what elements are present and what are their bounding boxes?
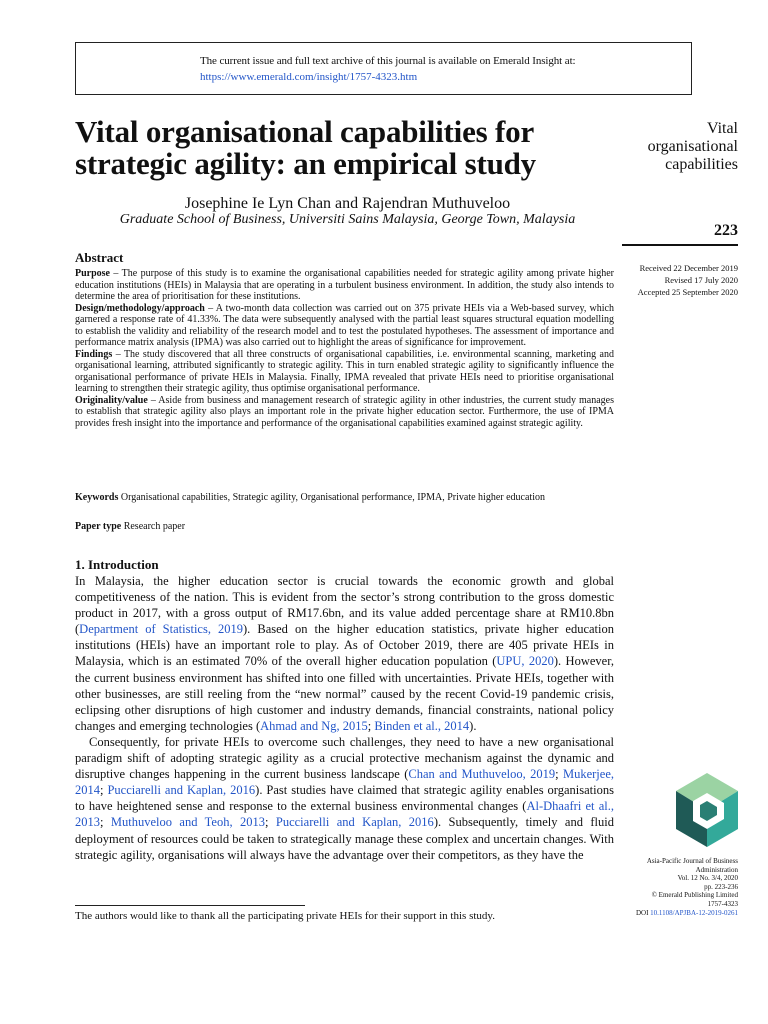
doi-link[interactable]: 10.1108/APJBA-12-2019-0261 — [650, 908, 738, 917]
citation-link[interactable]: Pucciarelli and Kaplan, 2016 — [275, 815, 434, 830]
paragraph-text: Consequently, for private HEIs to overcome such challenges, they need to have a new organisational paradigm shift of adopting strategic agility as a crucial protective mechanism against the dynamic and disruptive changes happening in the current business landscape ( — [75, 734, 614, 782]
abstract-findings — [75, 349, 614, 395]
running-title: Vital organisational capabilities — [647, 120, 738, 173]
citation-separator: ; — [367, 718, 375, 733]
journal-name-line: Asia-Pacific Journal of Business — [646, 857, 738, 865]
paragraph-text: ). However, the current business environment has shifted into one filled with uncertainties. Private HEIs, together with other businesses, are still reeling from the “new normal” caused by the recent Covid-19 pandemic crisis, eclipsing other disruptions of high customer and industry demands, financial constraints, national policy changes and emerging technologies ( — [75, 654, 614, 733]
citation-separator: ; — [100, 783, 108, 798]
journal-issn: 1757-4323 — [707, 899, 738, 908]
paragraph-text: ). Based on the higher education statistics, private higher education institutions (HEIs) have an important role to play. As of October 2019, there are 405 private HEIs in Malaysia, which is an estimated 70% of the overall higher education population ( — [75, 622, 614, 669]
purpose-label: Purpose — [75, 268, 110, 279]
citation-link[interactable]: Muthuveloo and Teoh, 2013 — [110, 815, 265, 830]
abstract-method — [75, 303, 614, 349]
citation-link[interactable]: Department of Statistics, 2019 — [79, 622, 244, 637]
journal-access-box — [75, 42, 692, 95]
paragraph-text: ). Subsequently, timely and fluid deployment of resources could be taken to strategically manage these complex and uncertain changes. With strategic agility, organisations will always have the advantage over their competitors, as they have the — [75, 815, 614, 862]
abstract-heading: Abstract — [75, 250, 124, 265]
citation-link[interactable]: Mukerjee, 2014 — [75, 767, 614, 798]
purpose-text: – The purpose of this study is to examine the organisational capabilities needed for strategic agility among private higher education institutions (HEIs) in Malaysia that are operating in a turbulent business environment. In addition, the study also intends to determine the area of prioritisation for these institutions. — [75, 268, 614, 302]
article-dates — [622, 262, 738, 298]
journal-copyright: © Emerald Publishing Limited — [651, 891, 738, 900]
originality-label: Originality/value — [75, 394, 148, 406]
paragraph-1 — [75, 573, 614, 734]
journal-pages: pp. 223-236 — [704, 882, 738, 891]
journal-url-link[interactable]: https://www.emerald.com/insight/1757-4323.htm — [200, 71, 418, 83]
journal-name-line: Administration — [695, 865, 738, 874]
keywords-text: Organisational capabilities, Strategic agility, Organisational performance, IPMA, Private higher education — [118, 492, 545, 503]
sidebar-rule — [622, 244, 738, 246]
introduction-body — [75, 573, 614, 863]
citation-link[interactable]: UPU, 2020 — [496, 654, 554, 669]
footnote-rule — [75, 905, 305, 906]
citation-link[interactable]: Chan and Muthuveloo, 2019 — [408, 767, 556, 782]
paragraph-2 — [75, 734, 614, 863]
method-label: Design/methodology/approach — [75, 302, 205, 314]
page-number: 223 — [714, 222, 738, 239]
paper-type-text: Research paper — [121, 521, 186, 532]
findings-text: – The study discovered that all three constructs of organisational capabilities, i.e. environmental scanning, marketing and organisational learning, attributed significantly to strategic agility. This in turn enabled strategic agility to significantly influence the organisational performance of private HEIs in Malaysia. Finally, IPMA revealed that private HEIs need to prioritise organisational learning to strengthen their strategic agility, thus optimise organisational performance. — [75, 348, 614, 394]
citation-link[interactable]: Ahmad and Ng, 2015 — [260, 718, 368, 733]
article-title: Vital organisational capabilities for strategic agility: an empirical study — [75, 114, 536, 181]
emerald-logo-icon — [676, 773, 738, 847]
abstract-purpose — [75, 268, 614, 303]
affiliation: Graduate School of Business, Universiti Sains Malaysia, George Town, Malaysia — [119, 212, 576, 227]
abstract-body — [75, 268, 614, 429]
received-date: Received 22 December 2019 — [639, 263, 738, 273]
paper-type-label: Paper type — [75, 521, 122, 532]
journal-volume: Vol. 12 No. 3/4, 2020 — [677, 874, 738, 883]
authors: Josephine Ie Lyn Chan and Rajendran Muthuveloo — [184, 195, 511, 212]
doi-label: DOI — [635, 908, 649, 917]
accepted-date: Accepted 25 September 2020 — [637, 287, 738, 297]
section-heading: 1. Introduction — [75, 557, 159, 572]
paragraph-text: ). Past studies have claimed that strategic agility enables organisations to have heightened sense and response to the external business environmental changes ( — [75, 783, 614, 814]
citation-link[interactable]: Pucciarelli and Kaplan, 2016 — [107, 783, 256, 798]
paragraph-text: ). — [469, 718, 477, 733]
revised-date: Revised 17 July 2020 — [664, 275, 738, 285]
journal-doi — [622, 909, 738, 918]
citation-separator: ; — [555, 767, 563, 782]
paragraph-text: In Malaysia, the higher education sector is crucial towards the economic growth and global competitiveness of the nation. This is evident from the sector’s strong contribution to the gross domestic product in 2017, with a gross output of RM17.6bn, and its value added percentage share at RM10.8bn ( — [75, 574, 614, 637]
journal-info — [622, 857, 738, 917]
keywords — [75, 490, 614, 506]
access-text: The current issue and full text archive of this journal is available on Emerald Insight at: — [200, 55, 576, 67]
footnote: The authors would like to thank all the participating private HEIs for their support in this study. — [75, 910, 495, 922]
citation-link[interactable]: Binden et al., 2014 — [374, 718, 470, 733]
keywords-label: Keywords — [75, 492, 119, 503]
citation-separator: ; — [264, 815, 276, 830]
citation-separator: ; — [100, 815, 111, 830]
method-text: – A two-month data collection was carried out on 375 private HEIs via a Web-based survey, which garnered a response rate of 41.33%. The data were subsequently analysed with the partial least squares structural equation modelling to establish the validity and reliability of the research model and to test the postulated hypotheses. The assessment of importance and performance matrix analysis (IPMA) was also carried out to highlight the areas of significance for improvement. — [75, 302, 614, 348]
citation-link[interactable]: Al-Dhaafri et al., 2013 — [75, 799, 614, 830]
paper-type — [75, 521, 185, 532]
originality-text: – Aside from business and management research of strategic agility in other industries, the current study manages to establish that strategic agility also plays an important role in the private higher education sector. Furthermore, the use of IPMA provides fresh insight into the importance and performance of the organisational capabilities examined against strategic agility. — [75, 394, 614, 429]
abstract-originality — [75, 395, 614, 430]
findings-label: Findings — [75, 348, 113, 360]
